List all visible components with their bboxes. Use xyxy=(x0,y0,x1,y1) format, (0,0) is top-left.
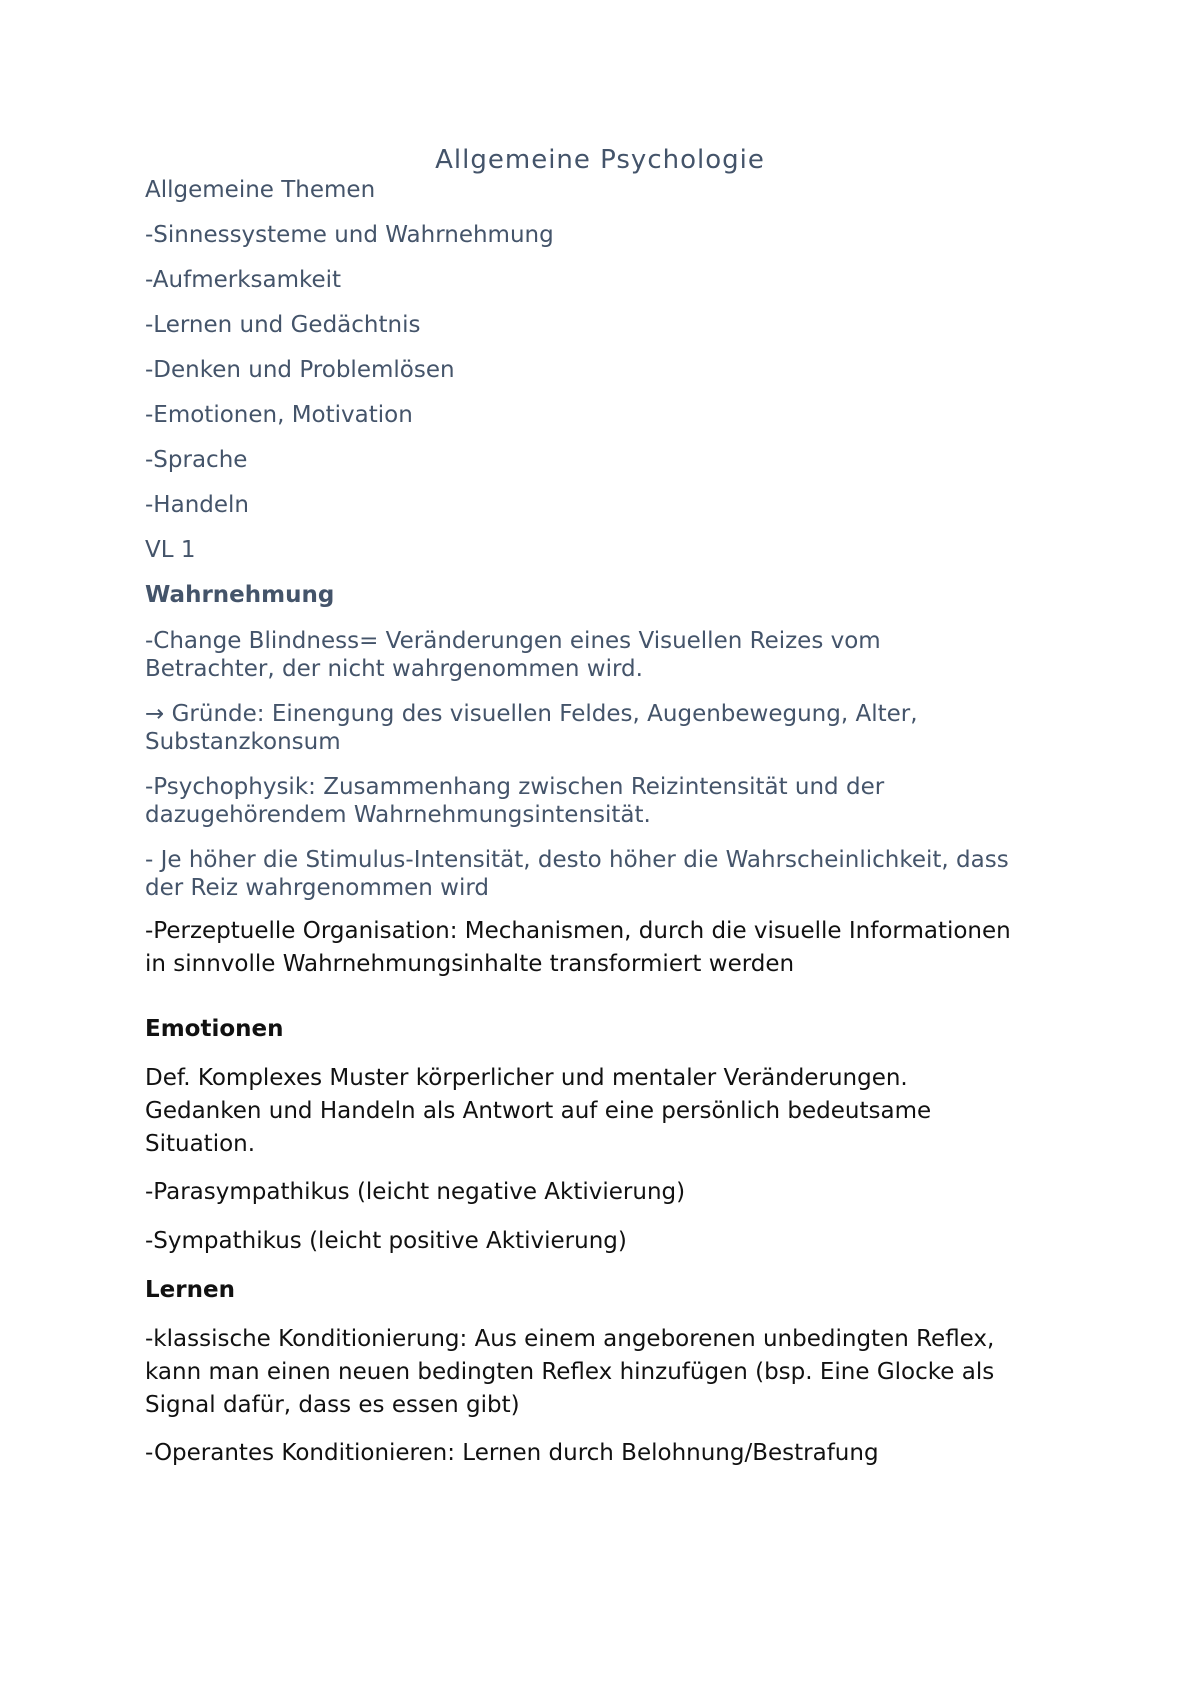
paragraph-line: der Reiz wahrgenommen wird xyxy=(145,875,490,901)
paragraph-line: Def. Komplexes Muster körperlicher und mentaler Veränderungen. xyxy=(145,1065,908,1091)
section-heading-emotionen: Emotionen xyxy=(145,1016,284,1042)
paragraph-line: Betrachter, der nicht wahrgenommen wird. xyxy=(145,656,643,682)
klassisch-paragraph xyxy=(145,1323,1095,1422)
topic-item: -Emotionen, Motivation xyxy=(145,402,413,428)
section-heading-lernen: Lernen xyxy=(145,1277,235,1303)
paragraph-line: -Psychophysik: Zusammenhang zwischen Reizintensität und der xyxy=(145,774,885,800)
paragraph-line: Substanzkonsum xyxy=(145,729,341,755)
psychophysik-paragraph xyxy=(145,773,1095,829)
paragraph-line: in sinnvolle Wahrnehmungsinhalte transformiert werden xyxy=(145,951,795,977)
paragraph-line: kann man einen neuen bedingten Reflex hinzufügen (bsp. Eine Glocke als xyxy=(145,1359,995,1385)
change-blindness-paragraph xyxy=(145,627,1095,683)
paragraph-line: -klassische Konditionierung: Aus einem angeborenen unbedingten Reflex, xyxy=(145,1326,995,1352)
topic-item: -Handeln xyxy=(145,492,249,518)
paragraph-line: Situation. xyxy=(145,1131,256,1157)
topic-item: -Denken und Problemlösen xyxy=(145,357,455,383)
paragraph-line: dazugehörendem Wahrnehmungsintensität. xyxy=(145,802,651,828)
perzeptuelle-paragraph xyxy=(145,915,1095,981)
paragraph-line: → Gründe: Einengung des visuellen Feldes, Augenbewegung, Alter, xyxy=(145,701,918,727)
definition-paragraph xyxy=(145,1062,1095,1161)
stimulus-paragraph xyxy=(145,846,1095,902)
paragraph-line: -Change Blindness= Veränderungen eines Visuellen Reizes vom xyxy=(145,628,881,654)
paragraph-line: -Perzeptuelle Organisation: Mechanismen, durch die visuelle Informationen xyxy=(145,918,1011,944)
gruende-paragraph xyxy=(145,700,1095,756)
section-heading-wahrnehmung: Wahrnehmung xyxy=(145,582,335,608)
document-title: Allgemeine Psychologie xyxy=(435,145,765,175)
paragraph-line: - Je höher die Stimulus-Intensität, desto höher die Wahrscheinlichkeit, dass xyxy=(145,847,1009,873)
topic-item: -Sinnessysteme und Wahrnehmung xyxy=(145,222,554,248)
paragraph-line: Signal dafür, dass es essen gibt) xyxy=(145,1392,520,1418)
sympathikus-line: -Sympathikus (leicht positive Aktivierung) xyxy=(145,1228,627,1254)
topic-item: -Sprache xyxy=(145,447,248,473)
paragraph-line: Gedanken und Handeln als Antwort auf eine persönlich bedeutsame xyxy=(145,1098,932,1124)
topics-heading: Allgemeine Themen xyxy=(145,177,376,203)
topic-item: -Lernen und Gedächtnis xyxy=(145,312,421,338)
operant-line: -Operantes Konditionieren: Lernen durch Belohnung/Bestrafung xyxy=(145,1440,879,1466)
lecture-label: VL 1 xyxy=(145,537,196,563)
parasympathikus-line: -Parasympathikus (leicht negative Aktivierung) xyxy=(145,1179,686,1205)
topic-item: -Aufmerksamkeit xyxy=(145,267,342,293)
